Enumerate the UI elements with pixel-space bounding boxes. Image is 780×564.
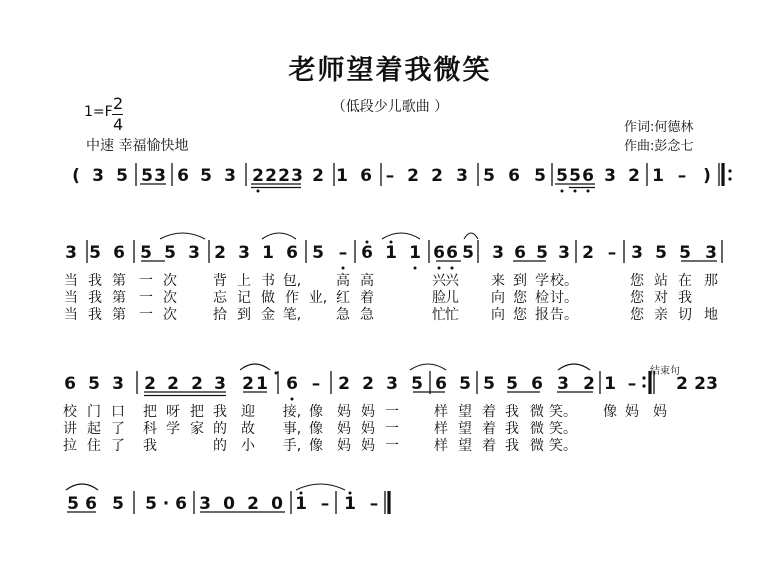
lyric-syllable: 讨。 <box>550 290 578 306</box>
note: 2 <box>214 243 226 263</box>
octave-dot <box>561 190 564 193</box>
note: 3 <box>631 243 643 263</box>
note: 2 <box>583 374 595 394</box>
note: 5 <box>411 374 423 394</box>
note: 3 <box>558 243 570 263</box>
slur <box>240 364 270 370</box>
lyric-syllable: 红 <box>336 290 350 306</box>
slur <box>262 233 296 239</box>
lyric-syllable: 迎 <box>241 404 255 420</box>
lyric-syllable: 亲 <box>654 307 668 323</box>
lyric-syllable: 次 <box>163 290 177 306</box>
lyric-syllable: 到 <box>237 307 251 323</box>
lyric-syllable: 检 <box>535 290 549 306</box>
octave-dot <box>342 267 345 270</box>
lyric-syllable: 着 <box>482 404 496 420</box>
octave-dot <box>275 372 278 375</box>
lyric-syllable: 兴 <box>445 273 459 289</box>
lyric-syllable: 第 <box>112 307 126 323</box>
note: 6 <box>177 166 189 186</box>
lyric-syllable: 业, <box>308 290 328 306</box>
lyric-syllable: 儿 <box>445 290 459 306</box>
note: 5 <box>112 494 124 514</box>
note: 3 <box>706 374 718 394</box>
lyric-syllable: 我 <box>88 273 102 289</box>
note: 1 <box>295 494 307 514</box>
octave-dot <box>349 492 352 495</box>
lyric-syllable: 第 <box>112 273 126 289</box>
note: 1 <box>385 243 397 263</box>
lyric-syllable: 作 <box>285 290 299 306</box>
lyric-syllable: 我 <box>505 438 519 454</box>
octave-dot <box>366 241 369 244</box>
lyric-syllable: 像 <box>309 421 323 437</box>
lyric-syllable: 您 <box>630 307 644 323</box>
note: 1 <box>256 374 268 394</box>
lyric-syllable: 脸 <box>432 290 446 306</box>
note: 5 <box>145 494 157 514</box>
note: 0 <box>223 494 235 514</box>
note: 6 <box>582 166 594 186</box>
note: 6 <box>435 374 447 394</box>
note: 5 <box>67 494 79 514</box>
note: 2 <box>582 243 594 263</box>
lyric-syllable: 笑。 <box>549 421 577 437</box>
lyric-syllable: 切 <box>678 307 692 323</box>
lyric-syllable: 妈 <box>653 404 667 420</box>
note: 2 <box>242 374 254 394</box>
lyric-syllable: 我 <box>505 421 519 437</box>
lyric-syllable: 了 <box>111 438 125 454</box>
lyric-syllable: 兴 <box>432 273 446 289</box>
note: 5 <box>506 374 518 394</box>
note: 6 <box>446 243 458 263</box>
repeat-dot <box>728 169 731 172</box>
lyric-syllable: 第 <box>112 290 126 306</box>
lyric-syllable: 背 <box>213 273 227 289</box>
note: 6 <box>361 243 373 263</box>
lyric-syllable: 妈 <box>337 421 351 437</box>
lyric-syllable: 望 <box>458 438 472 454</box>
note: – <box>385 166 395 186</box>
slur <box>66 484 98 490</box>
key-signature: 1=F <box>84 104 113 120</box>
lyric-syllable: 微 <box>530 421 544 437</box>
octave-dot <box>300 492 303 495</box>
note: ) <box>703 166 711 186</box>
note: 3 <box>238 243 250 263</box>
note: 2 <box>247 494 259 514</box>
lyric-syllable: 告。 <box>550 307 578 323</box>
lyric-syllable: 妈 <box>361 404 375 420</box>
note: ( <box>72 166 80 186</box>
lyric-syllable: 了 <box>111 421 125 437</box>
note: 2 <box>278 166 290 186</box>
note: 3 <box>557 374 569 394</box>
lyric-syllable: 您 <box>630 273 644 289</box>
slur <box>160 233 205 239</box>
lyric-syllable: 我 <box>213 404 227 420</box>
lyric-syllable: 样 <box>434 438 448 454</box>
note: 2 <box>694 374 706 394</box>
lyric-syllable: 起 <box>87 421 101 437</box>
note: 5 <box>116 166 128 186</box>
note: – <box>369 494 379 514</box>
lyric-syllable: 一 <box>385 404 399 420</box>
lyric-syllable: 事, <box>282 421 302 437</box>
repeat-dot <box>642 376 645 379</box>
lyric-syllable: 您 <box>630 290 644 306</box>
lyric-syllable: 地 <box>704 307 718 323</box>
note: 1 <box>336 166 348 186</box>
ending-label: 结束句 <box>650 366 680 377</box>
lyric-syllable: 拾 <box>213 307 227 323</box>
note: 3 <box>199 494 211 514</box>
lyric-syllable: 忘 <box>213 290 227 306</box>
lyric-syllable: 急 <box>336 307 350 323</box>
note: 6 <box>360 166 372 186</box>
note: 2 <box>676 374 688 394</box>
lyric-syllable: 的 <box>213 421 227 437</box>
lyric-syllable: 当 <box>64 307 78 323</box>
lyric-syllable: 着 <box>482 421 496 437</box>
lyric-syllable: 我 <box>143 438 157 454</box>
lyric-syllable: 对 <box>654 290 668 306</box>
lyric-syllable: 一 <box>139 290 153 306</box>
note: 5 <box>200 166 212 186</box>
song-title: 老师望着我微笑 <box>288 55 492 86</box>
note: 3 <box>92 166 104 186</box>
lyric-syllable: 向 <box>491 307 505 323</box>
lyric-syllable: 妈 <box>337 404 351 420</box>
note: 3 <box>386 374 398 394</box>
lyric-syllable: 着 <box>482 438 496 454</box>
lyric-syllable: 校。 <box>550 273 578 289</box>
lyric-syllable: 一 <box>139 307 153 323</box>
note: 5 <box>569 166 581 186</box>
lyric-syllable: 把 <box>143 404 157 420</box>
note: 6 <box>113 243 125 263</box>
note: – <box>320 494 330 514</box>
lyric-syllable: 高 <box>360 273 374 289</box>
time-signature-denominator: 4 <box>113 115 124 134</box>
lyric-syllable: 急 <box>360 307 374 323</box>
note: 2 <box>167 374 179 394</box>
time-signature-numerator: 2 <box>113 94 124 113</box>
lyric-syllable: 学 <box>166 421 180 437</box>
lyric-syllable: 微 <box>530 404 544 420</box>
lyric-syllable: 妈 <box>361 421 375 437</box>
lyric-syllable: 记 <box>237 290 251 306</box>
lyric-syllable: 我 <box>88 307 102 323</box>
octave-dot <box>390 241 393 244</box>
lyric-syllable: 门 <box>87 404 101 420</box>
note: – <box>607 243 617 263</box>
lyric-syllable: 一 <box>139 273 153 289</box>
note: 6 <box>64 374 76 394</box>
note: 2 <box>191 374 203 394</box>
lyric-syllable: 笔, <box>282 307 302 323</box>
note: 3 <box>188 243 200 263</box>
lyric-syllable: 当 <box>64 273 78 289</box>
lyric-syllable: 来 <box>491 273 505 289</box>
note: 3 <box>291 166 303 186</box>
lyric-syllable: 像 <box>309 404 323 420</box>
lyric-syllable: 样 <box>434 404 448 420</box>
note: 5 <box>679 243 691 263</box>
lyric-syllable: 讲 <box>63 421 77 437</box>
lyric-syllable: 做 <box>261 290 275 306</box>
note: 5 <box>462 243 474 263</box>
note: – <box>627 374 637 394</box>
note: 6 <box>514 243 526 263</box>
lyric-syllable: 笑。 <box>549 404 577 420</box>
lyric-syllable: 妈 <box>625 404 639 420</box>
octave-dot <box>414 267 417 270</box>
note: 6 <box>531 374 543 394</box>
octave-dot <box>587 190 590 193</box>
lyric-syllable: 笑。 <box>549 438 577 454</box>
lyric-syllable: 家 <box>190 421 204 437</box>
note: 3 <box>456 166 468 186</box>
lyric-syllable: 金 <box>261 307 275 323</box>
note: 3 <box>705 243 717 263</box>
lyric-syllable: 一 <box>385 438 399 454</box>
repeat-dot <box>728 177 731 180</box>
lyric-syllable: 在 <box>678 273 692 289</box>
note: 3 <box>65 243 77 263</box>
note: 5 <box>164 243 176 263</box>
note: 1 <box>604 374 616 394</box>
lyric-syllable: 着 <box>360 290 374 306</box>
note: 2 <box>338 374 350 394</box>
lyric-syllable: 高 <box>336 273 350 289</box>
lyric-syllable: 那 <box>704 273 718 289</box>
note: 1 <box>344 494 356 514</box>
lyric-syllable: 科 <box>143 421 157 437</box>
lyric-syllable: 您 <box>513 307 527 323</box>
octave-dot <box>451 267 454 270</box>
note: 2 <box>252 166 264 186</box>
note: 5 <box>140 243 152 263</box>
lyric-syllable: 次 <box>163 273 177 289</box>
lyric-syllable: 学 <box>535 273 549 289</box>
lyric-syllable: 您 <box>513 290 527 306</box>
note: 3 <box>214 374 226 394</box>
lyric-syllable: 把 <box>190 404 204 420</box>
lyric-syllable: 故 <box>241 421 255 437</box>
octave-dot <box>574 190 577 193</box>
note: 5 <box>459 374 471 394</box>
note: 2 <box>431 166 443 186</box>
slur <box>382 233 420 239</box>
note: 5 <box>483 166 495 186</box>
tempo-marking: 中速 幸福愉快地 <box>86 138 189 154</box>
octave-dot <box>291 398 294 401</box>
note: 3 <box>224 166 236 186</box>
lyric-syllable: 报 <box>535 307 549 323</box>
lyric-syllable: 当 <box>64 290 78 306</box>
lyric-syllable: 忙 <box>445 307 459 323</box>
lyric-syllable: 拉 <box>63 438 77 454</box>
note: 5 <box>534 166 546 186</box>
lyric-syllable: 校 <box>63 404 77 420</box>
note: 6 <box>286 243 298 263</box>
lyricist-credit: 作词:何德林 <box>624 120 694 135</box>
song-subtitle: （低段少儿歌曲 ） <box>331 99 449 115</box>
note: – <box>677 166 687 186</box>
note: 6 <box>433 243 445 263</box>
note: 6 <box>508 166 520 186</box>
lyric-syllable: 妈 <box>361 438 375 454</box>
note: 6 <box>85 494 97 514</box>
lyric-syllable: 微 <box>530 438 544 454</box>
slur <box>296 484 345 490</box>
note: 5 <box>89 243 101 263</box>
lyric-syllable: 望 <box>458 421 472 437</box>
lyric-syllable: 望 <box>458 404 472 420</box>
lyric-syllable: 手, <box>282 438 302 454</box>
note: 1 <box>409 243 421 263</box>
lyric-syllable: 上 <box>237 273 251 289</box>
note: 5 <box>141 166 153 186</box>
note: – <box>338 243 348 263</box>
lyric-syllable: 一 <box>385 421 399 437</box>
octave-dot <box>438 267 441 270</box>
lyric-syllable: 书 <box>261 273 275 289</box>
note: 3 <box>154 166 166 186</box>
note: 3 <box>604 166 616 186</box>
lyric-syllable: 口 <box>111 404 125 420</box>
lyric-syllable: 忙 <box>432 307 446 323</box>
lyric-syllable: 我 <box>88 290 102 306</box>
note: 2 <box>312 166 324 186</box>
note: 1 <box>262 243 274 263</box>
note: 6 <box>175 494 187 514</box>
note: 5 <box>312 243 324 263</box>
lyric-syllable: 妈 <box>337 438 351 454</box>
slur <box>410 364 446 370</box>
note: 2 <box>265 166 277 186</box>
note: 2 <box>407 166 419 186</box>
slur <box>558 364 590 370</box>
note: – <box>311 374 321 394</box>
note: 3 <box>112 374 124 394</box>
lyric-syllable: 像 <box>603 404 617 420</box>
note: 5 <box>556 166 568 186</box>
note: 0 <box>271 494 283 514</box>
note: 2 <box>362 374 374 394</box>
lyric-syllable: 接, <box>282 404 302 420</box>
lyric-syllable: 呀 <box>166 404 180 420</box>
note: 2 <box>628 166 640 186</box>
lyric-syllable: 次 <box>163 307 177 323</box>
lyric-syllable: 小 <box>241 438 255 454</box>
note: 5 <box>536 243 548 263</box>
lyric-syllable: 样 <box>434 421 448 437</box>
lyric-syllable: 住 <box>87 438 101 454</box>
octave-dot <box>257 190 260 193</box>
lyric-syllable: 像 <box>309 438 323 454</box>
note: 6 <box>286 374 298 394</box>
note: 5 <box>88 374 100 394</box>
note: 5 <box>483 374 495 394</box>
lyric-syllable: 包, <box>282 273 302 289</box>
lyric-syllable: 到 <box>513 273 527 289</box>
lyric-syllable: 的 <box>213 438 227 454</box>
repeat-dot <box>642 384 645 387</box>
lyric-syllable: 向 <box>491 290 505 306</box>
lyric-syllable: 站 <box>654 273 668 289</box>
note: 2 <box>144 374 156 394</box>
composer-credit: 作曲:彭念七 <box>624 139 694 154</box>
note: 1 <box>652 166 664 186</box>
lyric-syllable: 我 <box>505 404 519 420</box>
note: 3 <box>492 243 504 263</box>
slur <box>464 233 478 239</box>
note: 5 <box>655 243 667 263</box>
note: · <box>162 494 170 514</box>
lyric-syllable: 我 <box>678 290 692 306</box>
